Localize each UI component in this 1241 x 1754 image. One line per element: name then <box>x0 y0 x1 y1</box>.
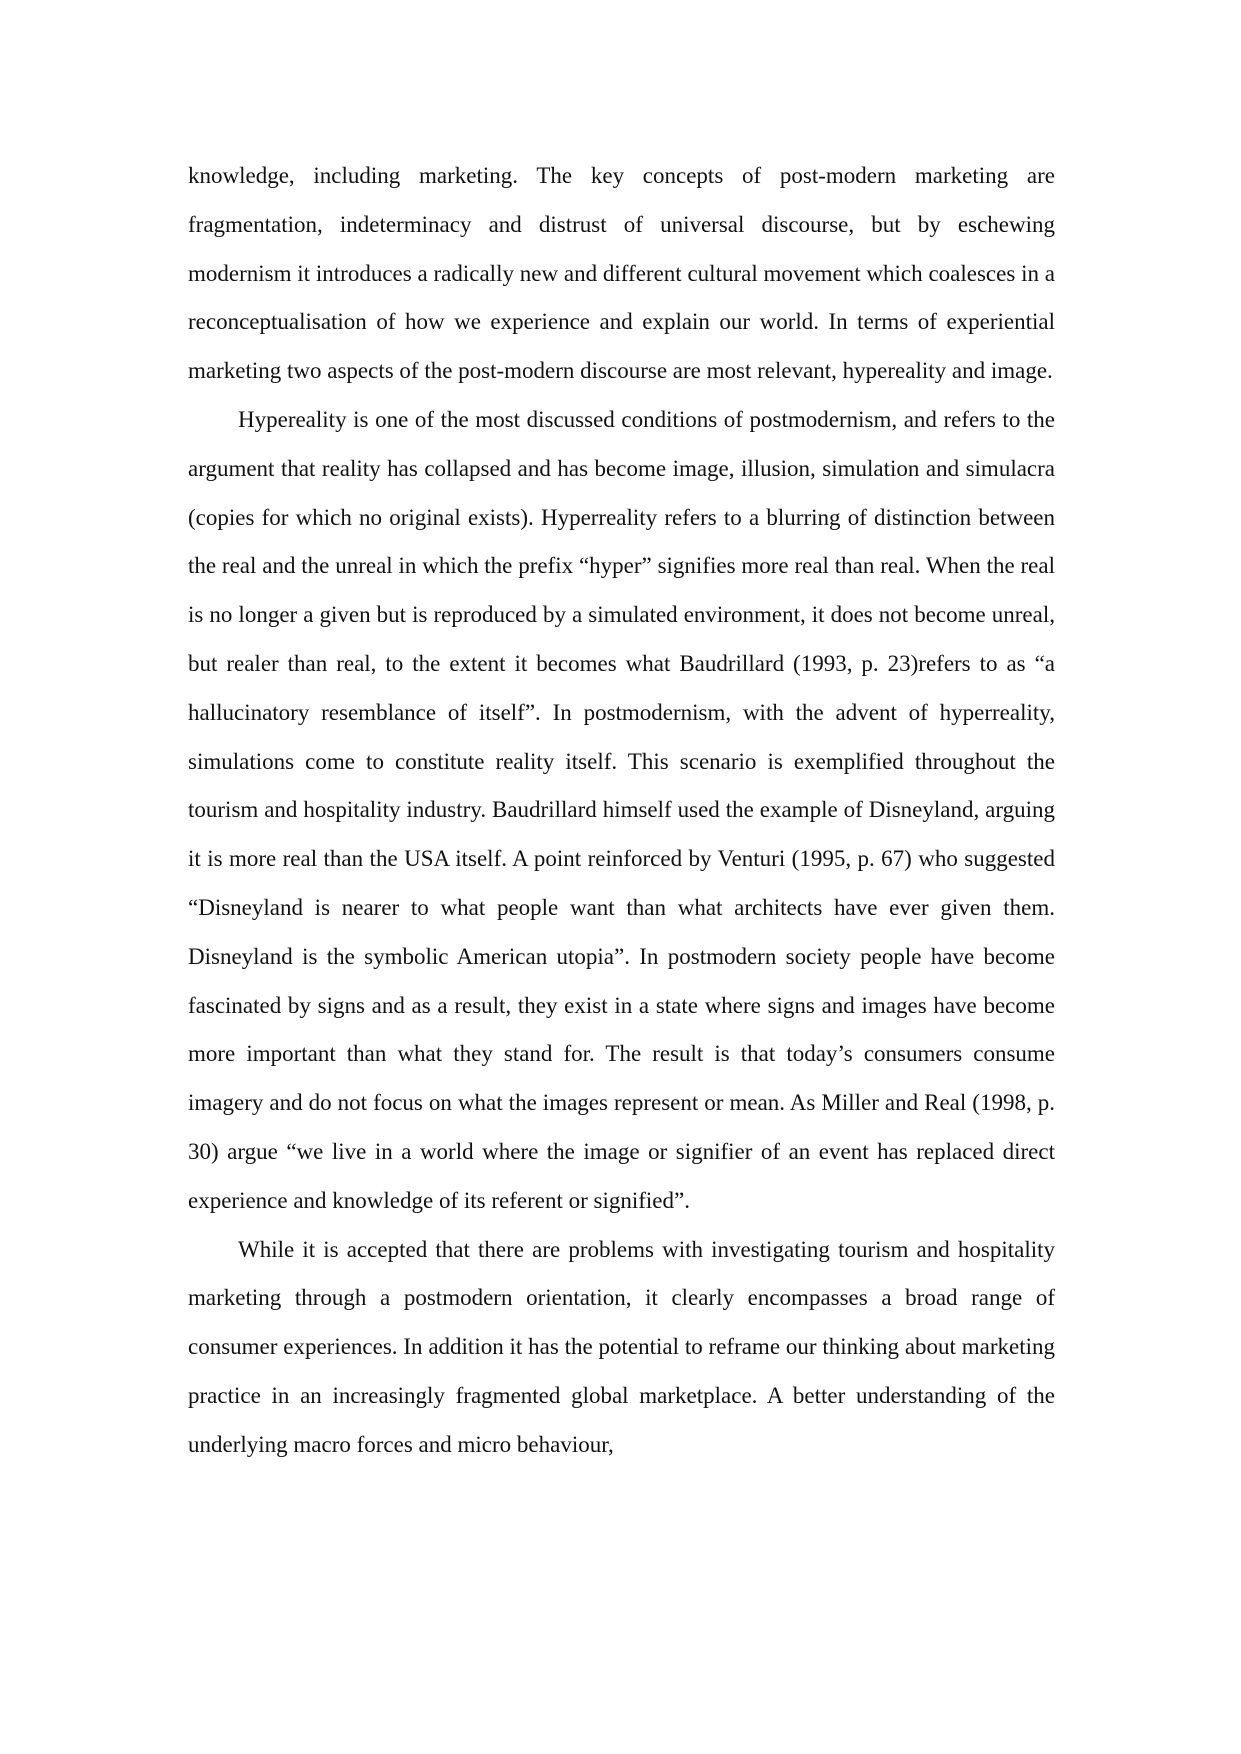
paragraph-3: While it is accepted that there are problems with investigating tourism and hospitality marketing through a postmodern orientation, it clearly encompasses a broad range of consumer experiences. In addition it has the potential to reframe our thinking about marketing practice in an increasingly fragmented global marketplace. A better understanding of the underlying macro forces and micro behaviour, <box>188 1236 1055 1457</box>
paragraph-2: Hypereality is one of the most discussed conditions of postmodernism, and refers to the argument that reality has collapsed and has become image, illusion, simulation and simulacra (copies for which no original exists). Hyperreality refers to a blurring of distinction between the real and the unreal in which the prefix “hyper” signifies more real than real. When the real is no longer a given but is reproduced by a simulated environment, it does not become unreal, but realer than real, to the extent it becomes what Baudrillard (1993, p. 23)refers to as “a hallucinatory resemblance of itself”. In postmodernism, with the advent of hyperreality, simulations come to constitute reality itself. This scenario is exemplified throughout the tourism and hospitality industry. Baudrillard himself used the example of Disneyland, arguing it is more real than the USA itself. A point reinforced by Venturi (1995, p. 67) who suggested “Disneyland is nearer to what people want than what architects have ever given them. Disneyland is the symbolic American utopia”. In postmodern society people have become fascinated by signs and as a result, they exist in a state where signs and images have become more important than what they stand for. The result is that today’s consumers consume imagery and do not focus on what the images represent or mean. As Miller and Real (1998, p. 30) argue “we live in a world where the image or signifier of an event has replaced direct experience and knowledge of its referent or signified”. <box>188 406 1055 1213</box>
document-page <box>188 152 1055 1470</box>
paragraph-1: knowledge, including marketing. The key concepts of post-modern marketing are fragmentation, indeterminacy and distrust of universal discourse, but by eschewing modernism it introduces a radically new and different cultural movement which coalesces in a reconceptualisation of how we experience and explain our world. In terms of experiential marketing two aspects of the post-modern discourse are most relevant, hypereality and image. <box>188 163 1055 384</box>
